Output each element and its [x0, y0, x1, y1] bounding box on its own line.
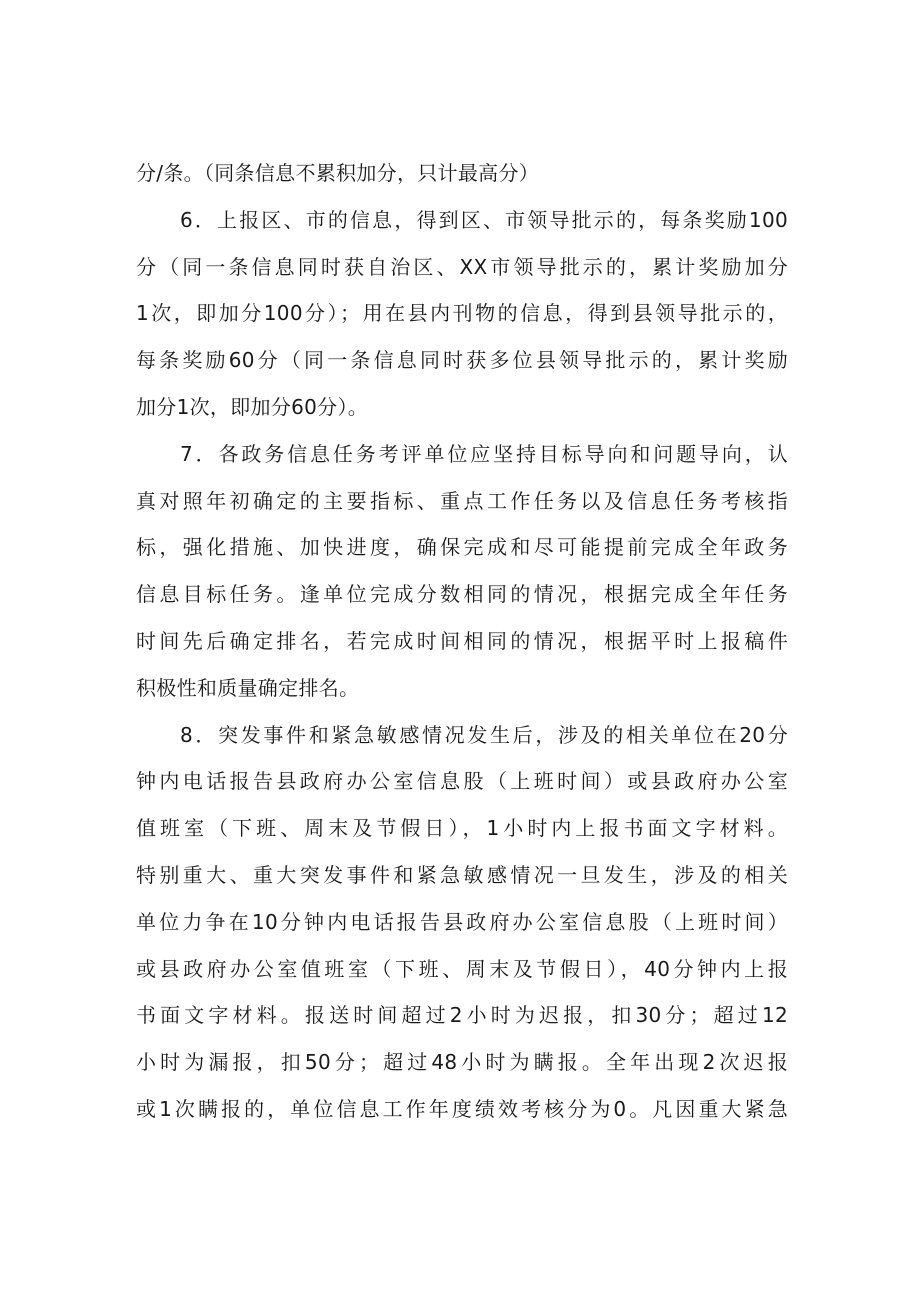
paragraph-6-line: 1次，即加分100分）；用在县内刊物的信息，得到县领导批示的， — [136, 301, 788, 326]
paragraph-6-line: 加分1次，即加分60分）。 — [136, 394, 369, 419]
paragraph-8 — [136, 712, 788, 1133]
paragraph-8-line: 或1次瞒报的，单位信息工作年度绩效考核分为0。凡因重大紧急 — [136, 1096, 788, 1121]
paragraph-6-line: 6．上报区、市的信息，得到区、市领导批示的，每条奖励100 — [180, 207, 788, 232]
paragraph-8-line: 钟内电话报告县政府办公室信息股（上班时间）或县政府办公室 — [136, 769, 788, 794]
paragraph-8-line: 书面文字材料。报送时间超过2小时为迟报，扣30分；超过12 — [136, 1003, 788, 1028]
paragraph-6 — [136, 197, 788, 431]
paragraph-7-line: 积极性和质量确定排名。 — [136, 675, 360, 700]
paragraph-6-line: 每条奖励60分（同一条信息同时获多位县领导批示的，累计奖励 — [136, 348, 788, 373]
paragraph-7 — [136, 431, 788, 712]
paragraph-8-line: 值班室（下班、周末及节假日），1小时内上报书面文字材料。 — [136, 816, 788, 841]
document-body — [136, 150, 788, 1133]
paragraph-7-line: 真对照年初确定的主要指标、重点工作任务以及信息任务考核指 — [136, 488, 788, 513]
paragraph-7-line: 时间先后确定排名，若完成时间相同的情况，根据平时上报稿件 — [136, 628, 788, 653]
paragraph-8-line: 8．突发事件和紧急敏感情况发生后，涉及的相关单位在20分 — [180, 722, 788, 747]
paragraph-continuation-line: 分/条。（同条信息不累积加分，只计最高分） — [136, 161, 540, 185]
paragraph-8-line: 单位力争在10分钟内电话报告县政府办公室信息股（上班时间） — [136, 909, 788, 934]
paragraph-8-line: 或县政府办公室值班室（下班、周末及节假日），40分钟内上报 — [136, 956, 788, 981]
paragraph-8-line: 特别重大、重大突发事件和紧急敏感情况一旦发生，涉及的相关 — [136, 862, 788, 887]
paragraph-7-line: 7．各政务信息任务考评单位应坚持目标导向和问题导向，认 — [180, 441, 788, 466]
paragraph-8-line: 小时为漏报，扣50分；超过48小时为瞒报。全年出现2次迟报 — [136, 1050, 788, 1075]
paragraph-7-line: 信息目标任务。逢单位完成分数相同的情况，根据完成全年任务 — [136, 582, 788, 607]
paragraph-7-line: 标，强化措施、加快进度，确保完成和尽可能提前完成全年政务 — [136, 535, 788, 560]
paragraph-6-line: 分（同一条信息同时获自治区、XX市领导批示的，累计奖励加分 — [136, 254, 788, 279]
